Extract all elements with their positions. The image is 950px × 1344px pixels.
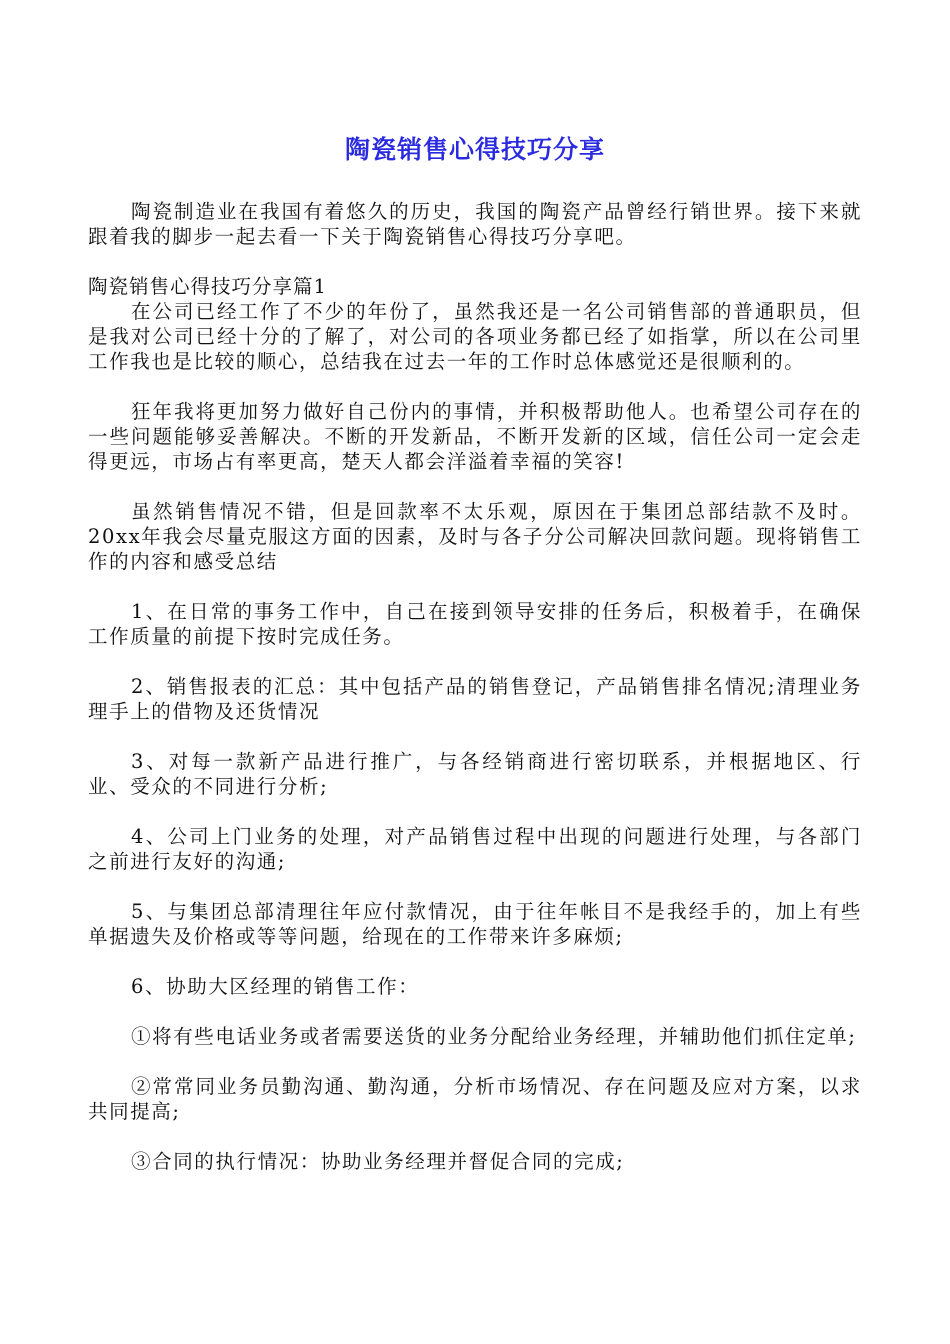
sub-list-item: ①将有些电话业务或者需要送货的业务分配给业务经理，并辅助他们抓住定单; <box>131 1025 857 1048</box>
body-paragraph: 狂年我将更加努力做好自己份内的事情，并积极帮助他人。也希望公司存在的一些问题能够妥善解决。不断的开发新品，不断开发新的区域，信任公司一定会走得更远，市场占有率更高，楚天人都会洋溢着幸福的笑容! <box>88 400 862 473</box>
list-item: 5、与集团总部清理往年应付款情况，由于往年帐目不是我经手的，加上有些单据遗失及价格或等等问题，给现在的工作带来许多麻烦; <box>88 900 862 948</box>
list-item: 6、协助大区经理的销售工作： <box>131 975 420 998</box>
body-paragraph: 在公司已经工作了不少的年份了，虽然我还是一名公司销售部的普通职员，但是我对公司已经十分的了解了，对公司的各项业务都已经了如指掌，所以在公司里工作我也是比较的顺心，总结我在过去一年的工作时总体感觉还是很顺利的。 <box>88 300 862 373</box>
section-heading: 陶瓷销售心得技巧分享篇1 <box>88 275 327 298</box>
sub-list-item: ③合同的执行情况：协助业务经理并督促合同的完成; <box>131 1150 625 1173</box>
list-item: 3、对每一款新产品进行推广，与各经销商进行密切联系，并根据地区、行业、受众的不同进行分析; <box>88 750 862 798</box>
list-item: 2、销售报表的汇总：其中包括产品的销售登记，产品销售排名情况;清理业务理手上的借物及还货情况 <box>88 675 862 723</box>
document-title: 陶瓷销售心得技巧分享 <box>344 135 605 164</box>
list-item: 1、在日常的事务工作中，自己在接到领导安排的任务后，积极着手，在确保工作质量的前提下按时完成任务。 <box>88 600 862 648</box>
sub-list-item: ②常常同业务员勤沟通、勤沟通，分析市场情况、存在问题及应对方案，以求共同提高; <box>88 1075 862 1123</box>
document-body <box>88 199 862 1174</box>
intro-paragraph: 陶瓷制造业在我国有着悠久的历史，我国的陶瓷产品曾经行销世界。接下来就跟着我的脚步一起去看一下关于陶瓷销售心得技巧分享吧。 <box>88 200 862 248</box>
body-paragraph: 虽然销售情况不错，但是回款率不太乐观，原因在于集团总部结款不及时。20xx年我会尽量克服这方面的因素，及时与各子分公司解决回款问题。现将销售工作的内容和感受总结 <box>88 500 862 573</box>
list-item: 4、公司上门业务的处理，对产品销售过程中出现的问题进行处理，与各部门之前进行友好的沟通; <box>88 825 862 873</box>
